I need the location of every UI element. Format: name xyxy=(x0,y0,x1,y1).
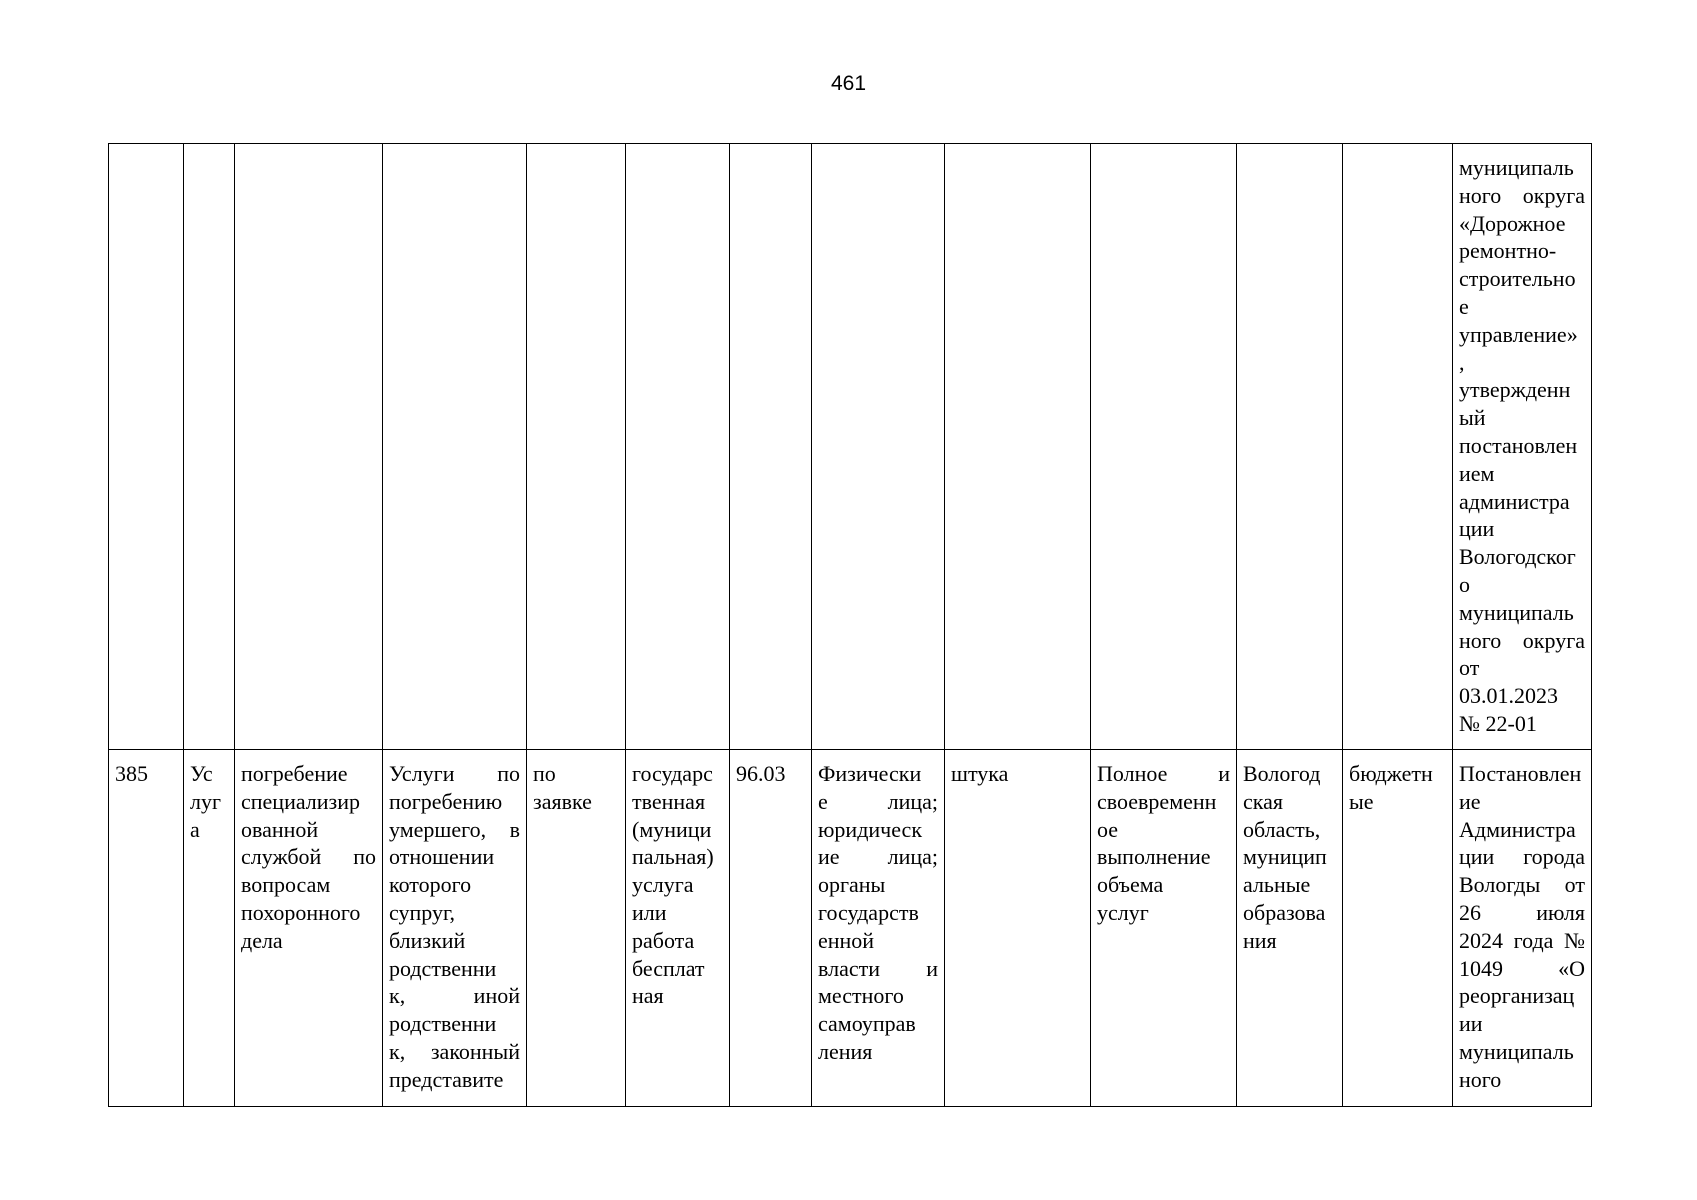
cell-line: органы xyxy=(818,872,886,898)
cell-row-number xyxy=(109,750,184,1107)
cell-region xyxy=(1237,750,1343,1107)
cell-line: заявке xyxy=(533,788,592,814)
cell-kind xyxy=(626,750,730,1107)
cell-line: Ус xyxy=(190,761,213,786)
cell-line: муниципаль xyxy=(1459,1038,1574,1064)
cell-line: альные xyxy=(1243,872,1311,898)
cell-line: управление» xyxy=(1459,321,1578,347)
cell-line: 26 июля xyxy=(1459,899,1585,925)
table-cell xyxy=(730,144,812,750)
cell-line: область, xyxy=(1243,816,1321,842)
cell-line: ции города xyxy=(1459,844,1585,870)
cell-institution-type xyxy=(1343,750,1453,1107)
cell-line: родственни xyxy=(389,955,497,981)
cell-line: похоронного xyxy=(241,899,361,925)
cell-line: погребение xyxy=(241,761,348,786)
cell-line: самоуправ xyxy=(818,1011,916,1037)
cell-line: ие xyxy=(1459,788,1481,814)
cell-line: ые xyxy=(1349,788,1374,814)
cell-line: юридическ xyxy=(818,816,923,842)
cell-line: ие лица; xyxy=(818,844,938,870)
cell-line: ного округа xyxy=(1459,627,1585,653)
table-cell xyxy=(1343,144,1453,750)
cell-line: енной xyxy=(818,927,875,953)
cell-line: ое xyxy=(1097,816,1119,842)
cell-line: утвержденн xyxy=(1459,377,1571,403)
cell-line: специализир xyxy=(241,788,361,814)
table-cell xyxy=(527,144,626,750)
cell-line: погребению xyxy=(389,788,503,814)
cell-line: супруг, xyxy=(389,899,455,925)
table-row-continuation xyxy=(109,144,1592,750)
services-table xyxy=(108,143,1592,1107)
cell-line: власти и xyxy=(818,955,938,981)
table-cell xyxy=(383,144,527,750)
cell-line: дела xyxy=(241,927,283,953)
table-cell xyxy=(1237,144,1343,750)
cell-line: работа xyxy=(632,927,695,953)
cell-line: луг xyxy=(190,788,222,814)
cell-line: строительно xyxy=(1459,266,1576,292)
cell-line: 385 xyxy=(115,761,148,786)
page-number: 461 xyxy=(830,72,867,95)
table-cell xyxy=(235,144,383,750)
cell-line: «Дорожное xyxy=(1459,210,1566,236)
cell-line: ления xyxy=(818,1038,873,1064)
cell-line: бюджетн xyxy=(1349,761,1433,786)
cell-line: , xyxy=(1459,349,1465,375)
cell-line: муниципаль xyxy=(1459,599,1574,625)
cell-line: штука xyxy=(951,761,1009,786)
cell-line: отношении xyxy=(389,844,495,870)
cell-line: Вологодског xyxy=(1459,544,1576,570)
table-cell xyxy=(626,144,730,750)
cell-line: государс xyxy=(632,761,713,786)
cell-line: по xyxy=(533,761,556,786)
table-cell xyxy=(109,144,184,750)
cell-condition xyxy=(527,750,626,1107)
cell-line: или xyxy=(632,899,667,925)
cell-quality xyxy=(1091,750,1237,1107)
cell-line: (муници xyxy=(632,816,712,842)
cell-line: услуга xyxy=(632,872,694,898)
cell-line: ием xyxy=(1459,460,1495,486)
cell-line: е лица; xyxy=(818,788,938,814)
cell-line: ый xyxy=(1459,405,1486,431)
cell-line: № 22-01 xyxy=(1459,710,1537,736)
cell-line: родственни xyxy=(389,1011,497,1037)
cell-line: ная xyxy=(632,983,664,1009)
cell-line: ованной xyxy=(241,816,319,842)
cell-line: Вологды от xyxy=(1459,872,1585,898)
cell-line: е xyxy=(1459,293,1469,319)
cell-line: а xyxy=(190,816,200,842)
cell-line: постановлен xyxy=(1459,432,1578,458)
cell-line: бесплат xyxy=(632,955,705,981)
cell-line: которого xyxy=(389,872,472,898)
cell-line: реорганизац xyxy=(1459,983,1575,1009)
cell-line: от xyxy=(1459,655,1480,681)
cell-line: 96.03 xyxy=(736,761,786,786)
cell-line: администра xyxy=(1459,488,1570,514)
table-cell xyxy=(184,144,235,750)
cell-line: Полное и xyxy=(1097,761,1230,786)
cell-line: образова xyxy=(1243,899,1326,925)
table-cell xyxy=(945,144,1091,750)
cell-line: ции xyxy=(1459,516,1495,542)
cell-line: услуг xyxy=(1097,899,1149,925)
cell-line: к, иной xyxy=(389,983,520,1009)
cell-name xyxy=(235,750,383,1107)
table-cell-legal-basis xyxy=(1453,144,1592,750)
cell-line: твенная xyxy=(632,788,706,814)
cell-line: 03.01.2023 xyxy=(1459,683,1558,709)
cell-line: близкий xyxy=(389,927,466,953)
cell-type xyxy=(184,750,235,1107)
cell-line: вопросам xyxy=(241,872,331,898)
cell-line: службой по xyxy=(241,844,376,870)
cell-line: муниципаль xyxy=(1459,155,1574,180)
cell-legal-basis xyxy=(1453,750,1592,1107)
cell-line: Услуги по xyxy=(389,761,520,786)
cell-content xyxy=(383,750,527,1107)
cell-line: объема xyxy=(1097,872,1164,898)
cell-line: выполнение xyxy=(1097,844,1211,870)
cell-line: о xyxy=(1459,571,1470,597)
cell-line: ии xyxy=(1459,1011,1483,1037)
cell-line: пальная) xyxy=(632,844,714,870)
cell-consumers xyxy=(812,750,945,1107)
cell-line: Администра xyxy=(1459,816,1576,842)
cell-line: государств xyxy=(818,899,919,925)
table-row-385 xyxy=(109,750,1592,1107)
cell-line: местного xyxy=(818,983,904,1009)
cell-line: 2024 года № xyxy=(1459,927,1585,953)
cell-unit xyxy=(945,750,1091,1107)
cell-line: своевременн xyxy=(1097,788,1217,814)
cell-line: Постановлен xyxy=(1459,761,1582,786)
cell-line: умершего, в xyxy=(389,816,520,842)
table-cell xyxy=(1091,144,1237,750)
cell-line: ремонтно- xyxy=(1459,238,1557,264)
cell-line: представите xyxy=(389,1066,504,1092)
cell-line: Вологод xyxy=(1243,761,1321,786)
table-cell xyxy=(812,144,945,750)
cell-line: Физически xyxy=(818,761,922,786)
cell-okved xyxy=(730,750,812,1107)
cell-line: ния xyxy=(1243,927,1277,953)
cell-line: ного xyxy=(1459,1066,1502,1092)
cell-line: ская xyxy=(1243,788,1284,814)
cell-line: ного округа xyxy=(1459,182,1585,208)
cell-line: к, законный xyxy=(389,1038,520,1064)
cell-line: 1049 «О xyxy=(1459,955,1585,981)
cell-line: муницип xyxy=(1243,844,1327,870)
